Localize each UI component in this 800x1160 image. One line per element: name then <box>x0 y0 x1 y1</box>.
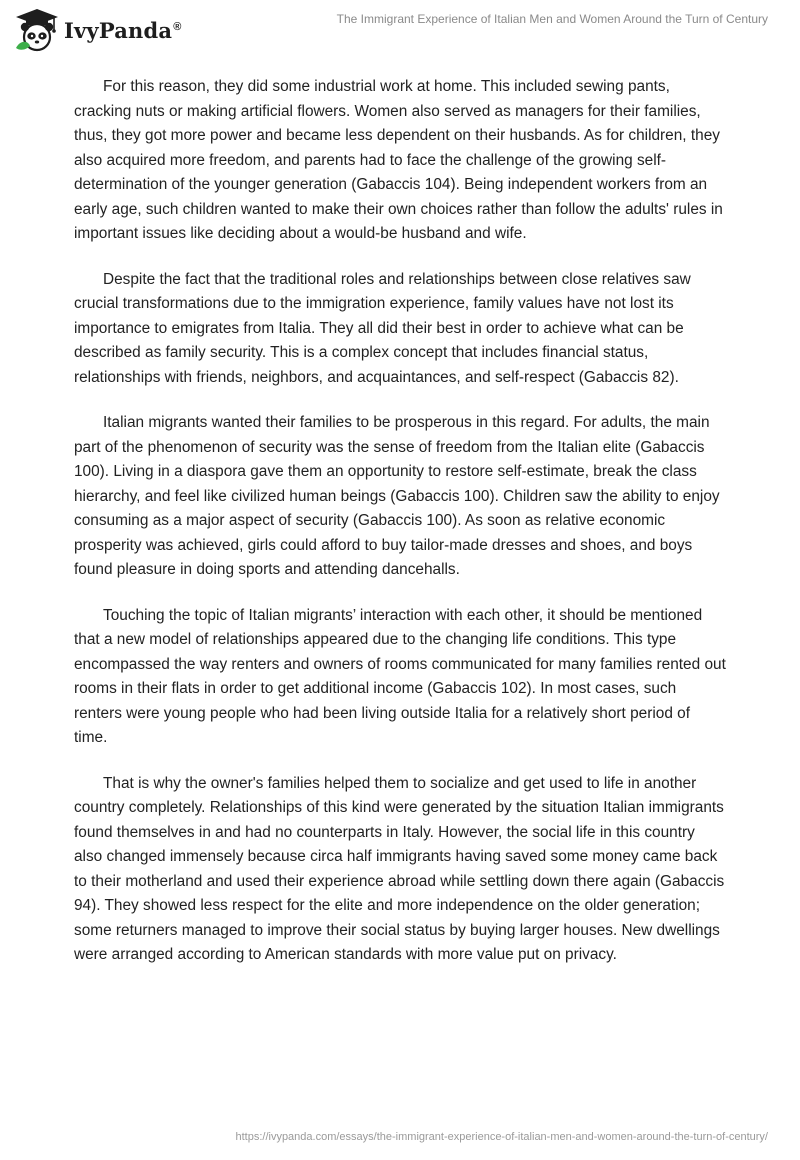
paragraph: Touching the topic of Italian migrants’ interaction with each other, it should be mentioned that a new model of relationships appeared due to the changing life conditions. This type encompassed the way renters and owners of rooms communicated for many families rented out rooms in their flats in order to get additional income (Gabaccis 102). In most cases, such renters were young people who had been living outside Italia for a relatively short period of time. <box>74 606 726 746</box>
paragraph: That is why the owner's families helped them to socialize and get used to life in another country completely. Relationships of this kind were generated by the situation Italian immigrants found themselves in and had no counterparts in Italy. However, the social life in this country also changed immensely because circa half immigrants having saved some money came back to their motherland and used their experience abroad while settling down there again (Gabaccis 94). They showed less respect for the elite and more independence on the older generation; some returners managed to improve their social status by buying larger houses. New dwellings were arranged according to American standards with more value put on privacy. <box>74 774 725 963</box>
page-header <box>0 0 800 60</box>
paragraph: For this reason, they did some industrial work at home. This included sewing pants, cracking nuts or making artificial flowers. Women also served as managers for their families, thus, they got more power and became less dependent on their husbands. As for children, they also acquired more freedom, and parents had to face the challenge of the growing self-determination of the younger generation (Gabaccis 104). Being independent workers from an early age, such children wanted to make their own choices rather than follow the adults' rules in important issues like deciding about a would-be husband and wife. <box>74 78 723 242</box>
document-title: The Immigrant Experience of Italian Men and Women Around the Turn of Century <box>336 12 768 26</box>
registered-mark: ® <box>173 20 182 33</box>
paragraph: Despite the fact that the traditional roles and relationships between close relatives saw crucial transformations due to the immigration experience, family values have not lost its importance to emigrates from Italia. They all did their best in order to achieve what can be described as family security. This is a complex concept that includes financial status, relationships with friends, neighbors, and acquaintances, and self-respect (Gabaccis 82). <box>74 270 691 386</box>
logo-text: IvyPanda® <box>64 17 182 43</box>
paragraph: Italian migrants wanted their families to be prosperous in this regard. For adults, the main part of the phenomenon of security was the sense of freedom from the Italian elite (Gabaccis 100). Living in a diaspora gave them an opportunity to restore self-estimate, break the class hierarchy, and feel like civilized human beings (Gabaccis 100). Children saw the ability to enjoy consuming as a major aspect of security (Gabaccis 100). As soon as relative economic prosperity was achieved, girls could afford to buy tailor-made dresses and shoes, and boys found pleasure in doing sports and attending dancehalls. <box>74 414 720 578</box>
source-url[interactable]: https://ivypanda.com/essays/the-immigrant-experience-of-italian-men-and-women-around-the-turn-of-century/ <box>235 1131 768 1143</box>
essay-body <box>74 75 726 989</box>
panda-graduate-icon <box>14 8 60 52</box>
ivypanda-logo[interactable] <box>14 8 182 52</box>
